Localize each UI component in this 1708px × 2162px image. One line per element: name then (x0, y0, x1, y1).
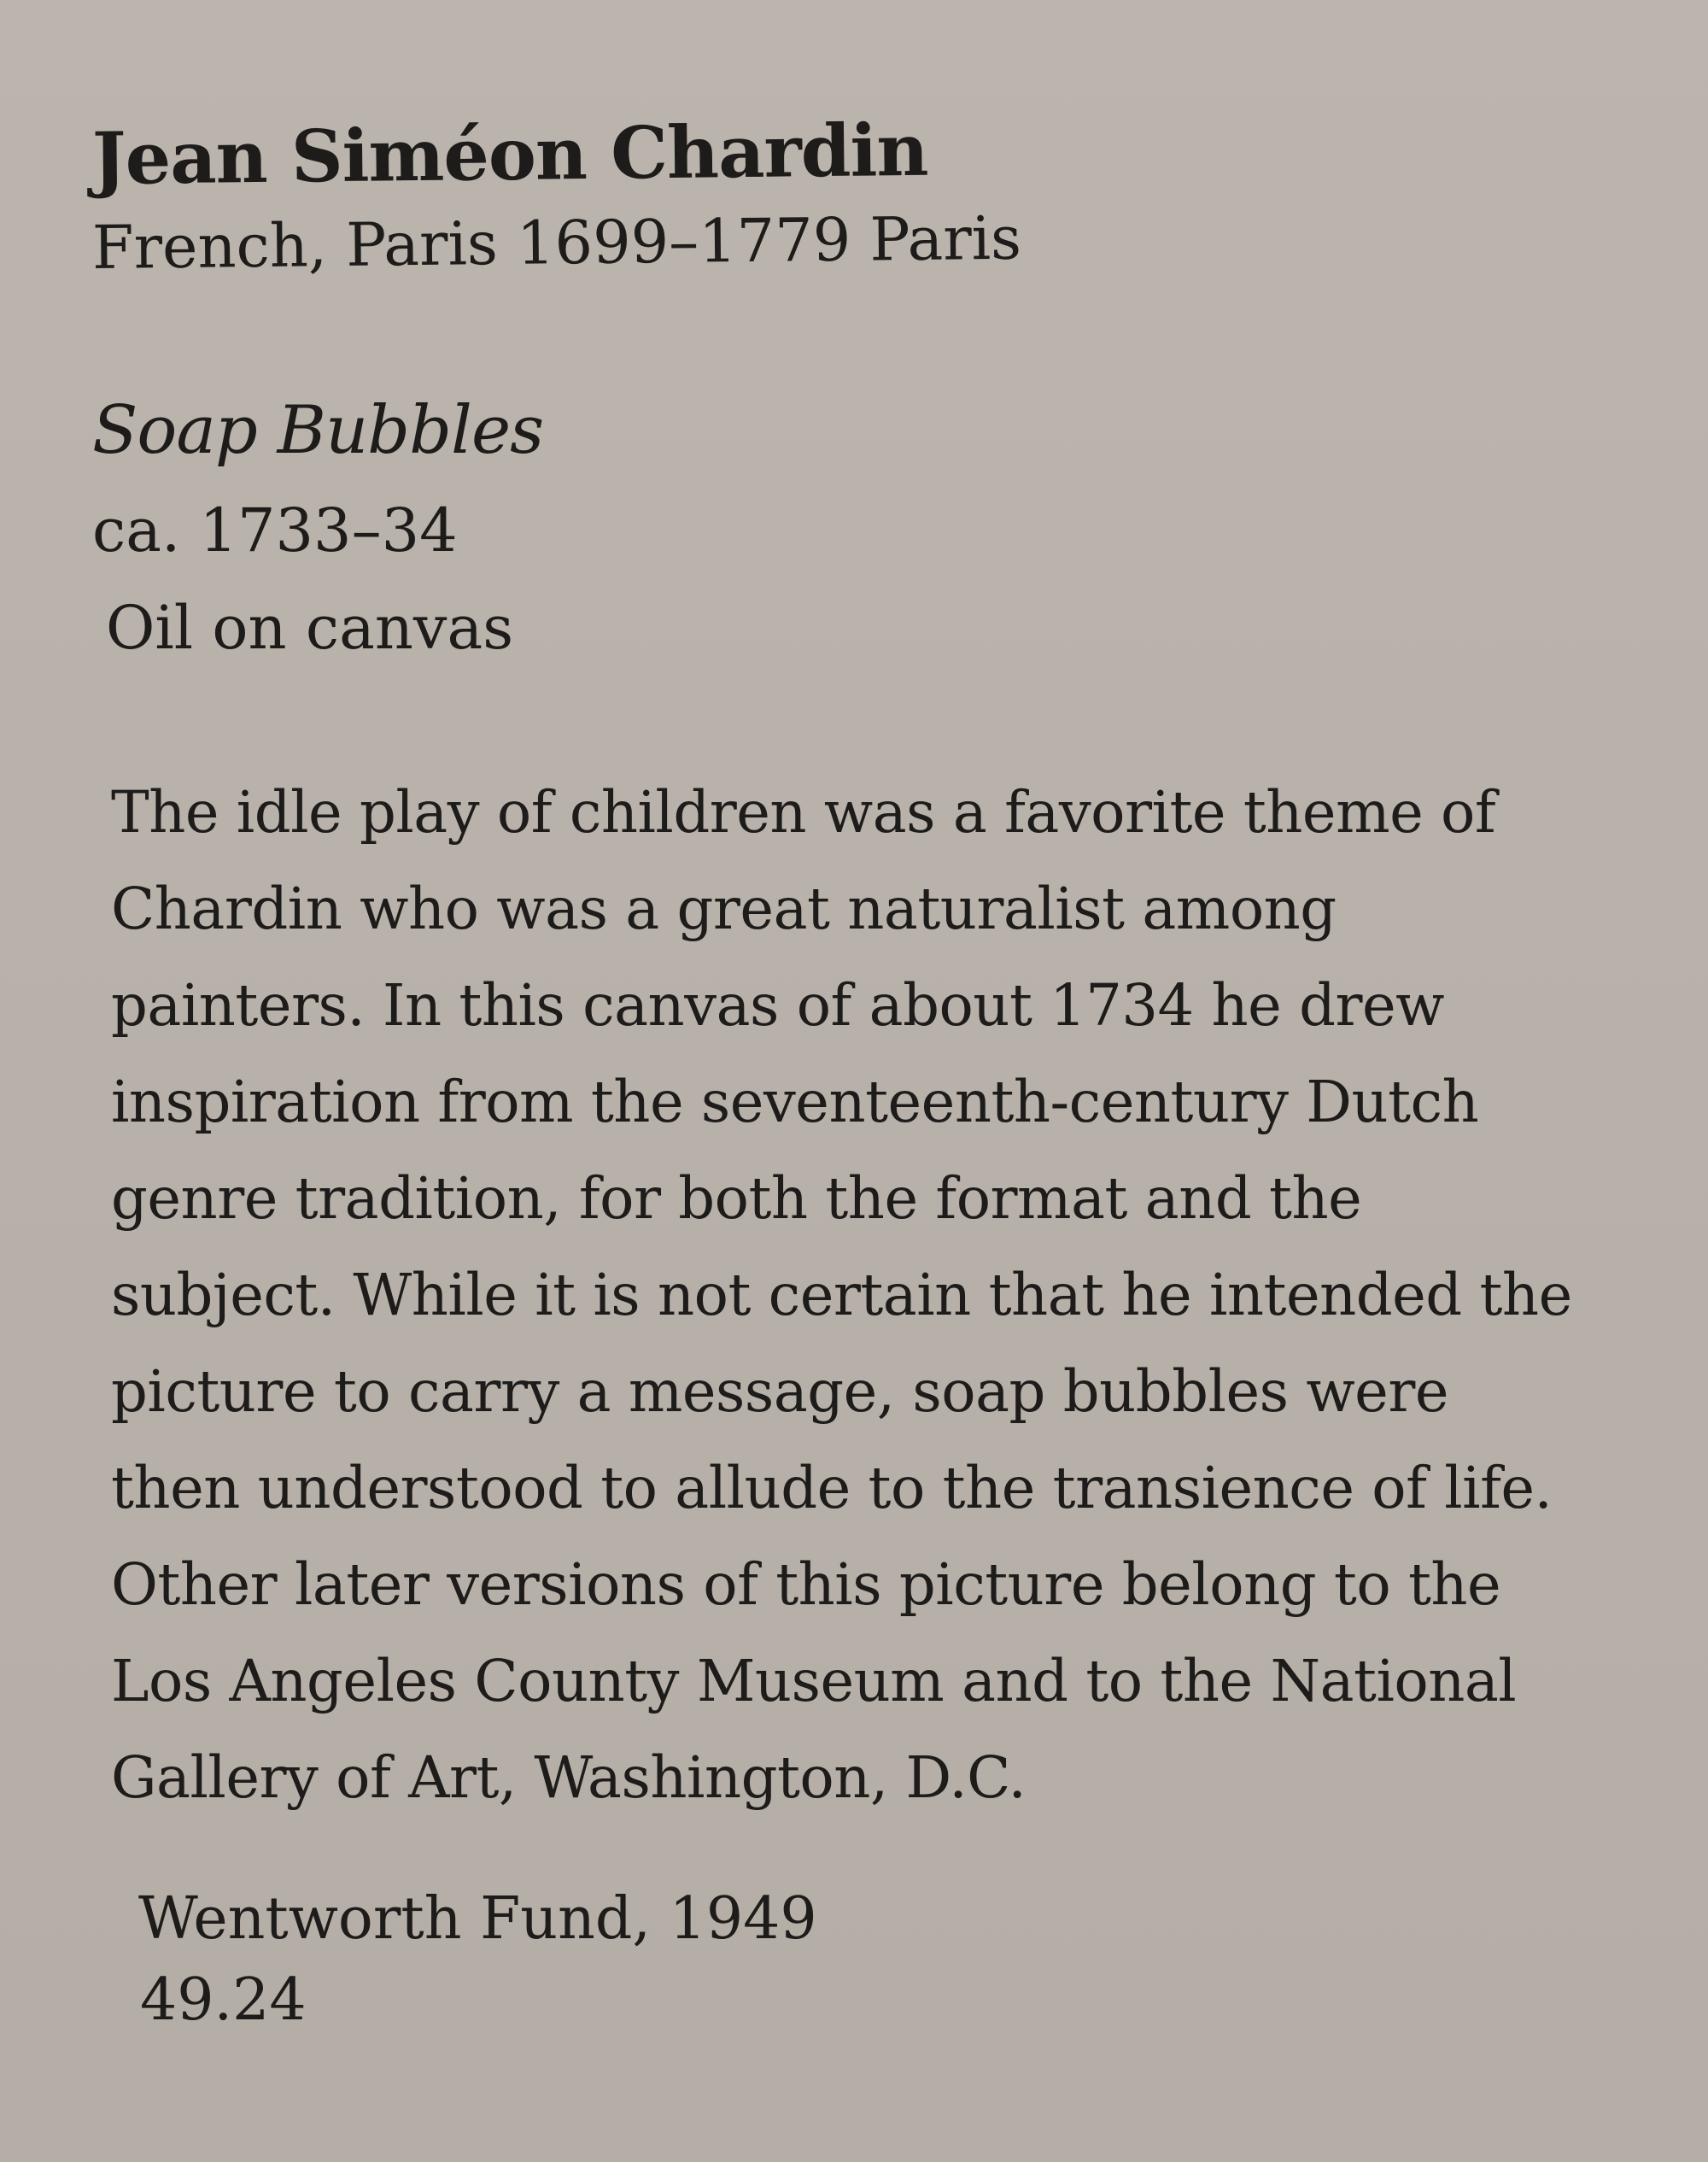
artwork-title: Soap Bubbles (92, 392, 544, 469)
artwork-medium: Oil on canvas (106, 593, 514, 663)
description-line: picture to carry a message, soap bubbles were (111, 1358, 1449, 1425)
credit-line: Wentworth Fund, 1949 (138, 1885, 817, 1953)
description-line: genre tradition, for both the format and the (111, 1165, 1362, 1232)
description-line: Chardin who was a great naturalist among (111, 876, 1337, 942)
description-line: The idle play of children was a favorite theme of (111, 779, 1496, 846)
description-line: Gallery of Art, Washington, D.C. (111, 1744, 1027, 1811)
artist-nationality-dates: French, Paris 1699–1779 Paris (91, 202, 1022, 283)
description-text (111, 765, 1572, 1826)
artist-name: Jean Siméon Chardin (91, 107, 928, 201)
description-line: then understood to allude to the transience of life. (111, 1455, 1553, 1521)
description-line: inspiration from the seventeenth-century Dutch (111, 1069, 1479, 1135)
description-line: Other later versions of this picture belong to the (111, 1551, 1501, 1618)
artwork-date: ca. 1733–34 (92, 495, 458, 565)
description-line: painters. In this canvas of about 1734 he drew (111, 972, 1444, 1039)
description-line: Los Angeles County Museum and to the National (111, 1648, 1517, 1714)
accession-number: 49.24 (140, 1966, 307, 2034)
description-line: subject. While it is not certain that he intended the (111, 1262, 1572, 1328)
